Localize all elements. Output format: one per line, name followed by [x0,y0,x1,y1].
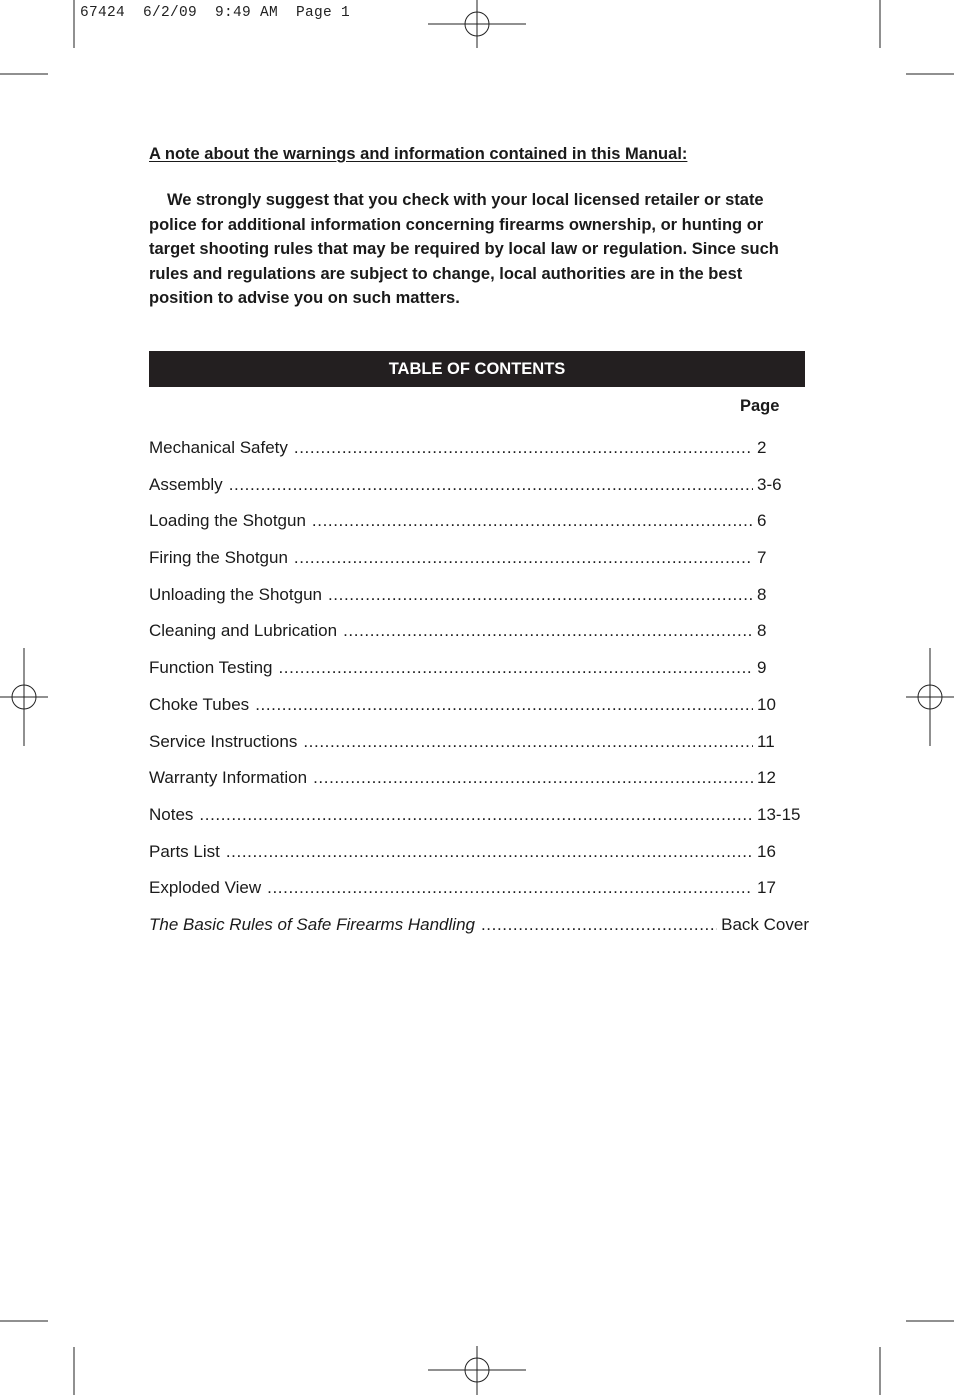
toc-entry-page: 12 [757,768,776,788]
toc-leader-dots [229,474,753,495]
toc-leader-dots [328,584,753,605]
toc-leader-dots [226,841,753,862]
toc-list [149,437,809,951]
toc-entry-page: 13-15 [757,804,801,824]
toc-leader-dots [303,731,753,752]
toc-entry-exploded-view [149,877,809,914]
toc-entry-page: 11 [757,731,775,751]
toc-entry-page: 10 [757,694,776,714]
toc-leader-dots [267,877,753,898]
toc-entry-function-testing [149,657,809,694]
toc-entry-parts-list [149,841,809,878]
toc-entry-title: The Basic Rules of Safe Firearms Handling [149,914,475,934]
toc-leader-dots [255,694,753,715]
toc-title-bar [149,351,805,387]
toc-entry-title: Cleaning and Lubrication [149,621,338,641]
print-slug: 67424 6/2/09 9:49 AM Page 1 [80,5,351,21]
toc-leader-dots [313,767,753,788]
toc-entry-service [149,731,809,768]
toc-entry-title: Choke Tubes [149,694,250,714]
toc-title: TABLE OF CONTENTS [388,359,566,378]
toc-leader-dots [278,657,753,678]
toc-entry-title: Loading the Shotgun [149,511,306,531]
toc-entry-firing [149,547,809,584]
toc-entry-cleaning [149,620,809,657]
note-body: We strongly suggest that you check with your local licensed retailer or state police for additional information concerning firearms ownership, or hunting or target shooting rules that may be required by local law or regulation. Since such rules and regulations are subject to change, local authorities are in the best position to advise you on such matters. [149,191,779,307]
toc-entry-title: Function Testing [149,658,273,678]
note-heading: A note about the warnings and information contained in this Manual: [149,145,688,163]
page-column-header: Page [740,397,780,415]
toc-entry-title: Mechanical Safety [149,438,288,457]
toc-entry-title: Service Instructions [149,731,298,751]
toc-leader-dots [294,547,753,568]
toc-entry-title: Unloading the Shotgun [149,584,322,604]
toc-leader-dots [199,804,753,825]
toc-entry-page: 16 [757,841,776,861]
toc-leader-dots [343,620,753,641]
toc-entry-assembly [149,474,809,511]
toc-entry-title: Warranty Information [149,768,308,788]
toc-entry-page: 3-6 [757,474,782,494]
toc-leader-dots [312,510,753,531]
toc-entry-choke-tubes [149,694,809,731]
toc-entry-page: 9 [757,658,767,678]
toc-entry-title: Firing the Shotgun [149,548,288,568]
toc-entry-page: 6 [757,511,767,531]
toc-entry-title: Parts List [149,841,220,861]
toc-entry-title: Notes [149,804,194,824]
toc-entry-page: 17 [757,878,776,898]
toc-entry-loading [149,510,809,547]
toc-entry-warranty [149,767,809,804]
toc-entry-page: 2 [757,438,767,457]
toc-entry-unloading [149,584,809,621]
toc-entry-page: 8 [757,621,767,641]
toc-leader-dots [294,437,753,458]
toc-entry-title: Assembly [149,474,223,494]
toc-entry-notes [149,804,809,841]
toc-leader-dots [481,914,717,935]
toc-entry-basic-rules [149,914,809,951]
toc-entry-page: 8 [757,584,767,604]
toc-entry-page: 7 [757,548,767,568]
toc-entry-title: Exploded View [149,878,262,898]
toc-entry-page: Back Cover [721,914,809,934]
toc-entry-mechanical-safety [149,437,809,474]
